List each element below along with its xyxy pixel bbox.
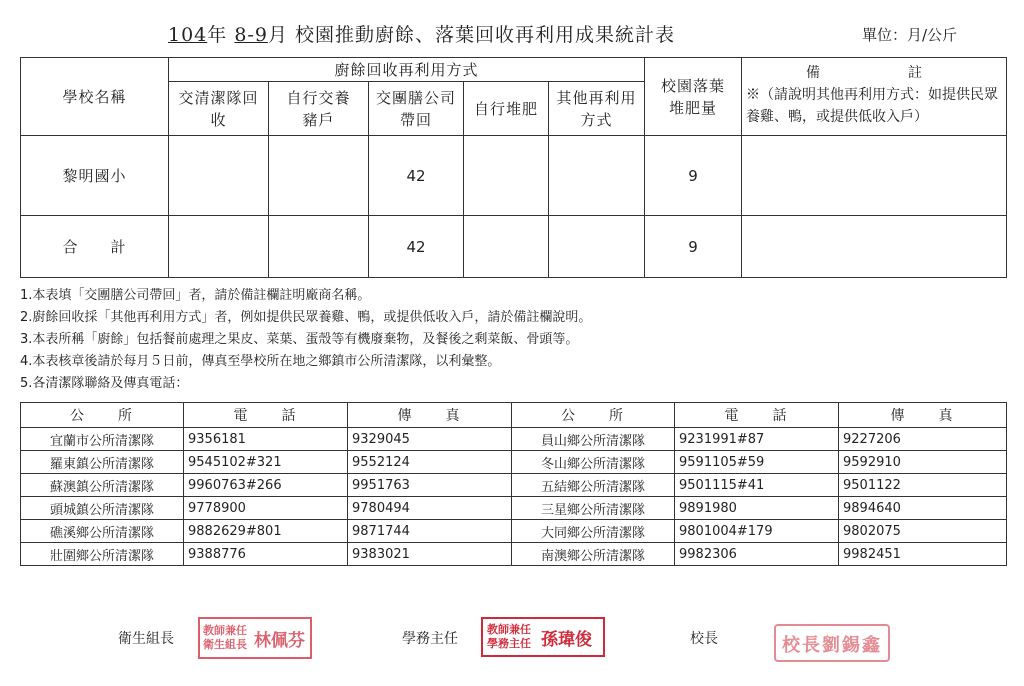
office-cell: 南澳鄉公所清潔隊 xyxy=(512,543,675,566)
unit-label: 單位：月/公斤 xyxy=(862,26,958,44)
table-row xyxy=(21,136,1007,216)
fax-cell: 9780494 xyxy=(348,497,512,520)
header-cleaning-team: 交清潔隊回收 xyxy=(169,82,269,136)
fax-cell: 9552124 xyxy=(348,451,512,474)
other-cell xyxy=(549,216,645,278)
stamp-title-line2: 學務主任 xyxy=(487,637,531,650)
stamp-title-line1: 教師兼任 xyxy=(203,624,247,637)
note-item: 3.本表所稱「廚餘」包括餐前處理之果皮、菜葉、蛋殼等有機廢棄物，及餐後之剩菜飯、骨頭等。 xyxy=(20,332,579,347)
fax-cell: 9329045 xyxy=(348,428,512,451)
header-leaf-compost: 校園落葉堆肥量 xyxy=(645,58,742,136)
phone-cell: 9591105#59 xyxy=(675,451,839,474)
phone-cell: 9545102#321 xyxy=(184,451,348,474)
stamp-name: 校長劉錫鑫 xyxy=(782,635,882,656)
remark-cell xyxy=(742,136,1007,216)
fax-cell: 9894640 xyxy=(839,497,1007,520)
page-title xyxy=(168,20,675,47)
compost-cell xyxy=(464,216,549,278)
student-affairs-label: 學務主任 xyxy=(402,631,458,647)
table-row xyxy=(21,216,1007,278)
office-cell: 宜蘭市公所清潔隊 xyxy=(21,428,184,451)
fax-cell: 9227206 xyxy=(839,428,1007,451)
remarks-note: ※（請說明其他再利用方式：如提供民眾養雞、鴨，或提供低收入戶） xyxy=(746,87,999,125)
results-table xyxy=(20,57,1007,278)
contact-row xyxy=(21,520,1007,543)
office-cell: 大同鄉公所清潔隊 xyxy=(512,520,675,543)
stamp-name: 林佩芬 xyxy=(254,631,305,651)
note-item: 1.本表填「交團膳公司帶回」者，請於備註欄註明廠商名稱。 xyxy=(20,288,371,303)
fax-cell: 9871744 xyxy=(348,520,512,543)
note-item: 2.廚餘回收採「其他再利用方式」者，例如提供民眾養雞、鴨，或提供低收入戶，請於備註欄說明。 xyxy=(20,310,592,325)
fax-cell: 9951763 xyxy=(348,474,512,497)
fax-cell: 9802075 xyxy=(839,520,1007,543)
header-remarks xyxy=(742,58,1007,136)
header-other-methods: 其他再利用方式 xyxy=(549,82,645,136)
leaves-cell: 9 xyxy=(645,136,742,216)
principal-stamp xyxy=(774,624,890,662)
phone-cell: 9801004#179 xyxy=(675,520,839,543)
title-month-suffix: 月 xyxy=(267,24,288,46)
remarks-title: 備 註 xyxy=(806,65,943,81)
header-office: 公 所 xyxy=(512,403,675,428)
office-cell: 蘇澳鎮公所清潔隊 xyxy=(21,474,184,497)
header-pig-farm: 自行交養豬戶 xyxy=(269,82,369,136)
office-cell: 三星鄉公所清潔隊 xyxy=(512,497,675,520)
phone-cell: 9388776 xyxy=(184,543,348,566)
office-cell: 頭城鎮公所清潔隊 xyxy=(21,497,184,520)
contact-row xyxy=(21,474,1007,497)
title-year: 104 xyxy=(168,24,208,46)
phone-cell: 9231991#87 xyxy=(675,428,839,451)
header-office: 公 所 xyxy=(21,403,184,428)
pig-farm-cell xyxy=(269,136,369,216)
remark-cell xyxy=(742,216,1007,278)
contact-row xyxy=(21,497,1007,520)
contact-row xyxy=(21,543,1007,566)
office-cell: 羅東鎮公所清潔隊 xyxy=(21,451,184,474)
phone-cell: 9356181 xyxy=(184,428,348,451)
fax-cell: 9501122 xyxy=(839,474,1007,497)
office-cell: 礁溪鄉公所清潔隊 xyxy=(21,520,184,543)
principal-label: 校長 xyxy=(690,631,718,647)
title-year-suffix: 年 xyxy=(207,24,228,46)
stamp-title-line1: 教師兼任 xyxy=(487,623,531,636)
title-month: 8-9 xyxy=(234,24,268,46)
hygiene-leader-stamp xyxy=(198,617,312,659)
pig-farm-cell xyxy=(269,216,369,278)
phone-cell: 9882629#801 xyxy=(184,520,348,543)
phone-cell: 9501115#41 xyxy=(675,474,839,497)
phone-cell: 9960763#266 xyxy=(184,474,348,497)
contact-table xyxy=(20,402,1007,566)
catering-cell: 42 xyxy=(369,216,464,278)
header-self-compost: 自行堆肥 xyxy=(464,82,549,136)
fax-cell: 9383021 xyxy=(348,543,512,566)
stamp-title-line2: 衛生組長 xyxy=(203,638,247,651)
hygiene-leader-label: 衛生組長 xyxy=(118,631,174,647)
fax-cell: 9982451 xyxy=(839,543,1007,566)
header-catering: 交團膳公司帶回 xyxy=(369,82,464,136)
note-item: 4.本表核章後請於每月５日前，傳真至學校所在地之鄉鎮市公所清潔隊，以利彙整。 xyxy=(20,354,501,369)
other-cell xyxy=(549,136,645,216)
phone-cell: 9982306 xyxy=(675,543,839,566)
phone-cell: 9778900 xyxy=(184,497,348,520)
cleaning-team-cell xyxy=(169,136,269,216)
office-cell: 員山鄉公所清潔隊 xyxy=(512,428,675,451)
note-item: 5.各清潔隊聯絡及傳真電話： xyxy=(20,376,189,391)
header-phone: 電 話 xyxy=(184,403,348,428)
contact-header-row xyxy=(21,403,1007,428)
stamp-name: 孫瑋俊 xyxy=(541,630,592,650)
phone-cell: 9891980 xyxy=(675,497,839,520)
total-label-cell: 合 計 xyxy=(21,216,169,278)
header-school-name: 學校名稱 xyxy=(21,58,169,136)
fax-cell: 9592910 xyxy=(839,451,1007,474)
student-affairs-stamp xyxy=(481,617,605,657)
cleaning-team-cell xyxy=(169,216,269,278)
catering-cell: 42 xyxy=(369,136,464,216)
header-fax: 傳 真 xyxy=(839,403,1007,428)
header-fax: 傳 真 xyxy=(348,403,512,428)
office-cell: 壯圍鄉公所清潔隊 xyxy=(21,543,184,566)
title-row xyxy=(0,20,1024,50)
header-recycling-methods: 廚餘回收再利用方式 xyxy=(169,58,645,82)
header-phone: 電 話 xyxy=(675,403,839,428)
notes xyxy=(20,285,1010,395)
leaves-cell: 9 xyxy=(645,216,742,278)
title-text: 校園推動廚餘、落葉回收再利用成果統計表 xyxy=(295,24,676,46)
compost-cell xyxy=(464,136,549,216)
contact-row xyxy=(21,451,1007,474)
contact-row xyxy=(21,428,1007,451)
office-cell: 五結鄉公所清潔隊 xyxy=(512,474,675,497)
office-cell: 冬山鄉公所清潔隊 xyxy=(512,451,675,474)
school-name-cell: 黎明國小 xyxy=(21,136,169,216)
